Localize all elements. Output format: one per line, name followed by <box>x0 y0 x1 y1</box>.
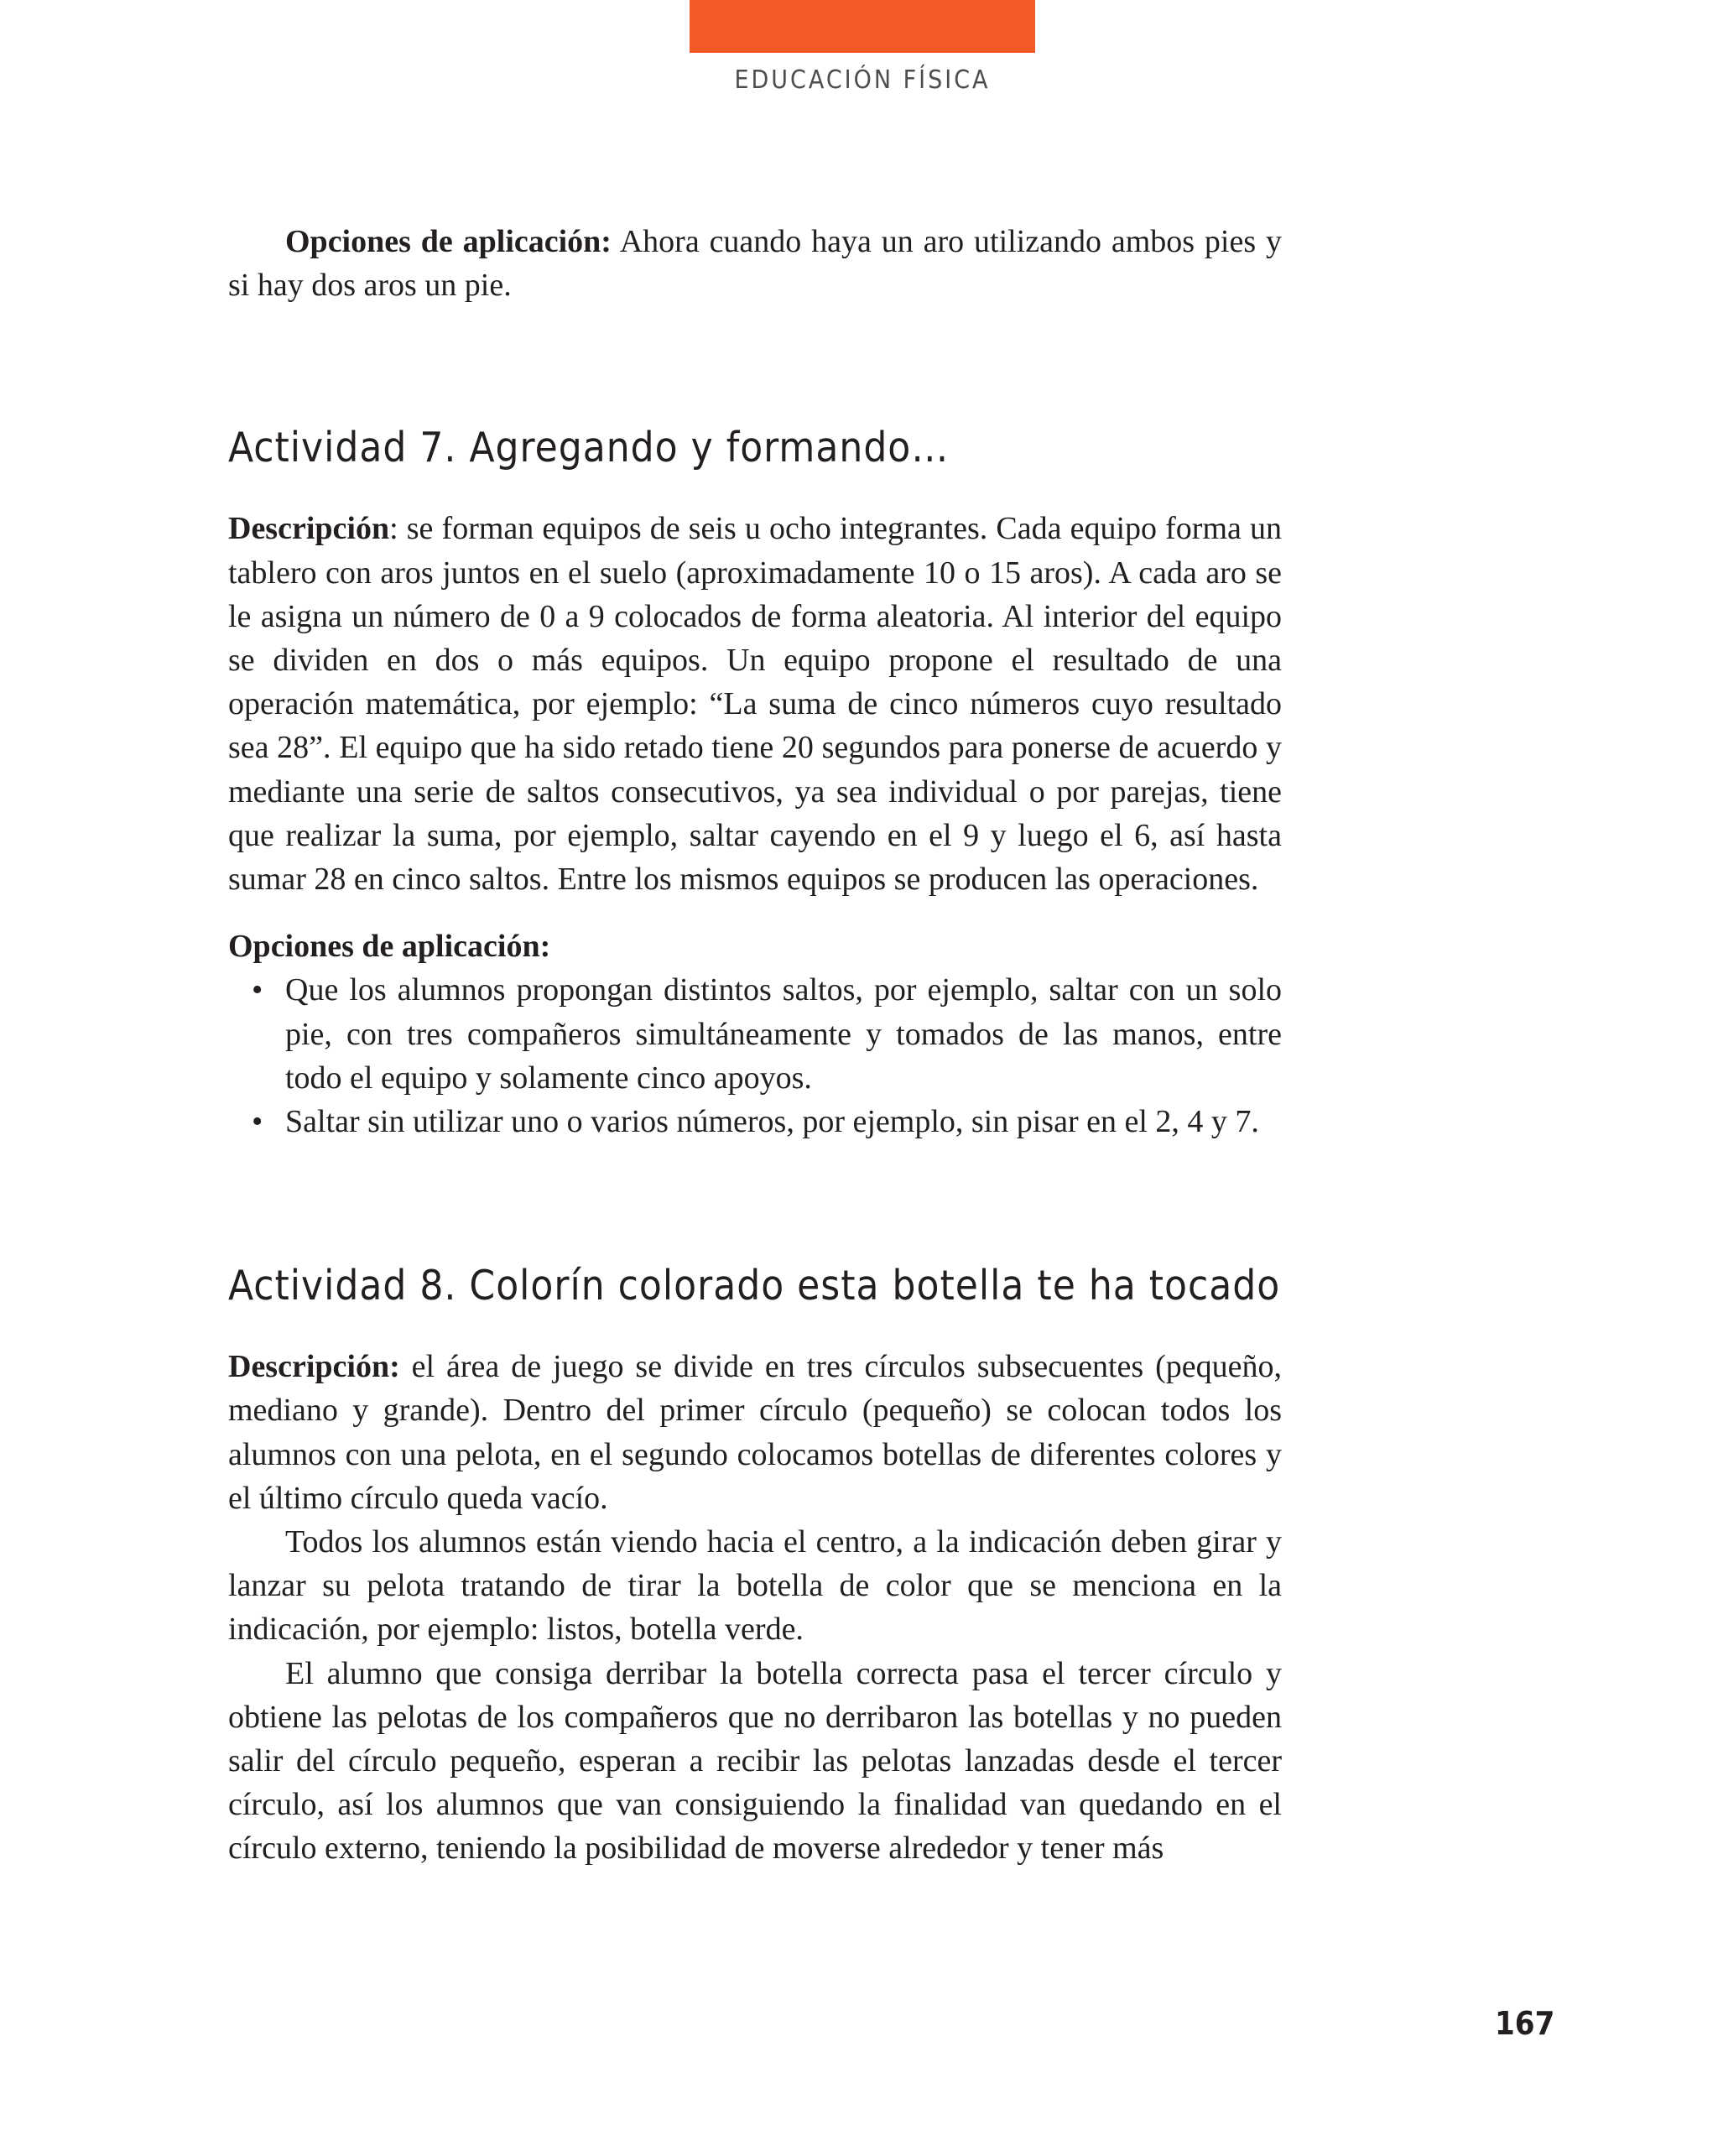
activity7-description-label: Descripción <box>228 511 390 547</box>
activity8-description-label: Descripción: <box>228 1349 400 1385</box>
activity8-title: Actividad 8. Colorín colorado esta botella te ha tocado <box>228 1262 1281 1310</box>
activity8-paragraph-3: El alumno que consiga derribar la botella correcta pasa el tercer círculo y obtiene las pelotas de los compañeros que no derribaron las botellas y no pueden salir del círculo pequeño, esperan a recibir las pelotas lanzadas desde el tercer círculo, así los alumnos que van consiguiendo la finalidad van quedando en el círculo externo, teniendo la posibilidad de moverse alrededor y tener más <box>228 1655 1282 1867</box>
activity7-description <box>228 507 1282 901</box>
activity8-description-text: el área de juego se divide en tres círculos subsecuentes (pequeño, mediano y grande). Dentro del primer círculo (pequeño) se colocan todos los alumnos con una pelota, en el segundo colocamos botellas de diferentes colores y el último círculo queda vacío. <box>228 1349 1282 1516</box>
intro-paragraph <box>228 220 1282 307</box>
intro-label: Opciones de aplicación: <box>285 224 612 259</box>
activity7-options-label-text: Opciones de aplicación: <box>228 929 551 965</box>
header-accent-bar <box>690 0 1035 53</box>
activity7-description-text: : se forman equipos de seis u ocho integrantes. Cada equipo forma un tablero con aros juntos en el suelo (aproximadamente 10 o 15 aros). A cada aro se le asigna un número de 0 a 9 colocados de forma aleatoria. Al interior del equipo se dividen en dos o más equipos. Un equipo propone el resultado de una operación matemática, por ejemplo: “La suma de cinco números cuyo resultado sea 28”. El equipo que ha sido retado tiene 20 segundos para ponerse de acuerdo y mediante una serie de saltos consecutivos, ya sea individual o por parejas, tiene que realizar la suma, por ejemplo, saltar cayendo en el 9 y luego el 6, así hasta sumar 28 en cinco saltos. Entre los mismos equipos se producen las operaciones. <box>228 511 1282 898</box>
activity7-options-list <box>228 968 1282 1143</box>
intro-text: Ahora cuando haya un aro utilizando ambos pies y si hay dos aros un pie. <box>228 224 1282 304</box>
activity7-options-label <box>228 924 1282 968</box>
activity8-paragraph-2: Todos los alumnos están viendo hacia el centro, a la indicación deben girar y lanzar su pelota tratando de tirar la botella de color que se menciona en la indicación, por ejemplo: listos, botella verde. <box>228 1524 1282 1648</box>
page-content <box>228 220 1282 1871</box>
activity8-description <box>228 1345 1282 1520</box>
page-number: 167 <box>1495 2005 1555 2042</box>
running-head: EDUCACIÓN FÍSICA <box>734 65 991 95</box>
list-item: • Que los alumnos propongan distintos saltos, por ejemplo, saltar con un solo pie, con tres compañeros simultáneamente y tomados de las manos, entre todo el equipo y solamente cinco apoyos. <box>285 968 1282 1100</box>
list-item: • Saltar sin utilizar uno o varios números, por ejemplo, sin pisar en el 2, 4 y 7. <box>285 1100 1282 1143</box>
activity7-title: Actividad 7. Agregando y formando… <box>228 424 950 472</box>
